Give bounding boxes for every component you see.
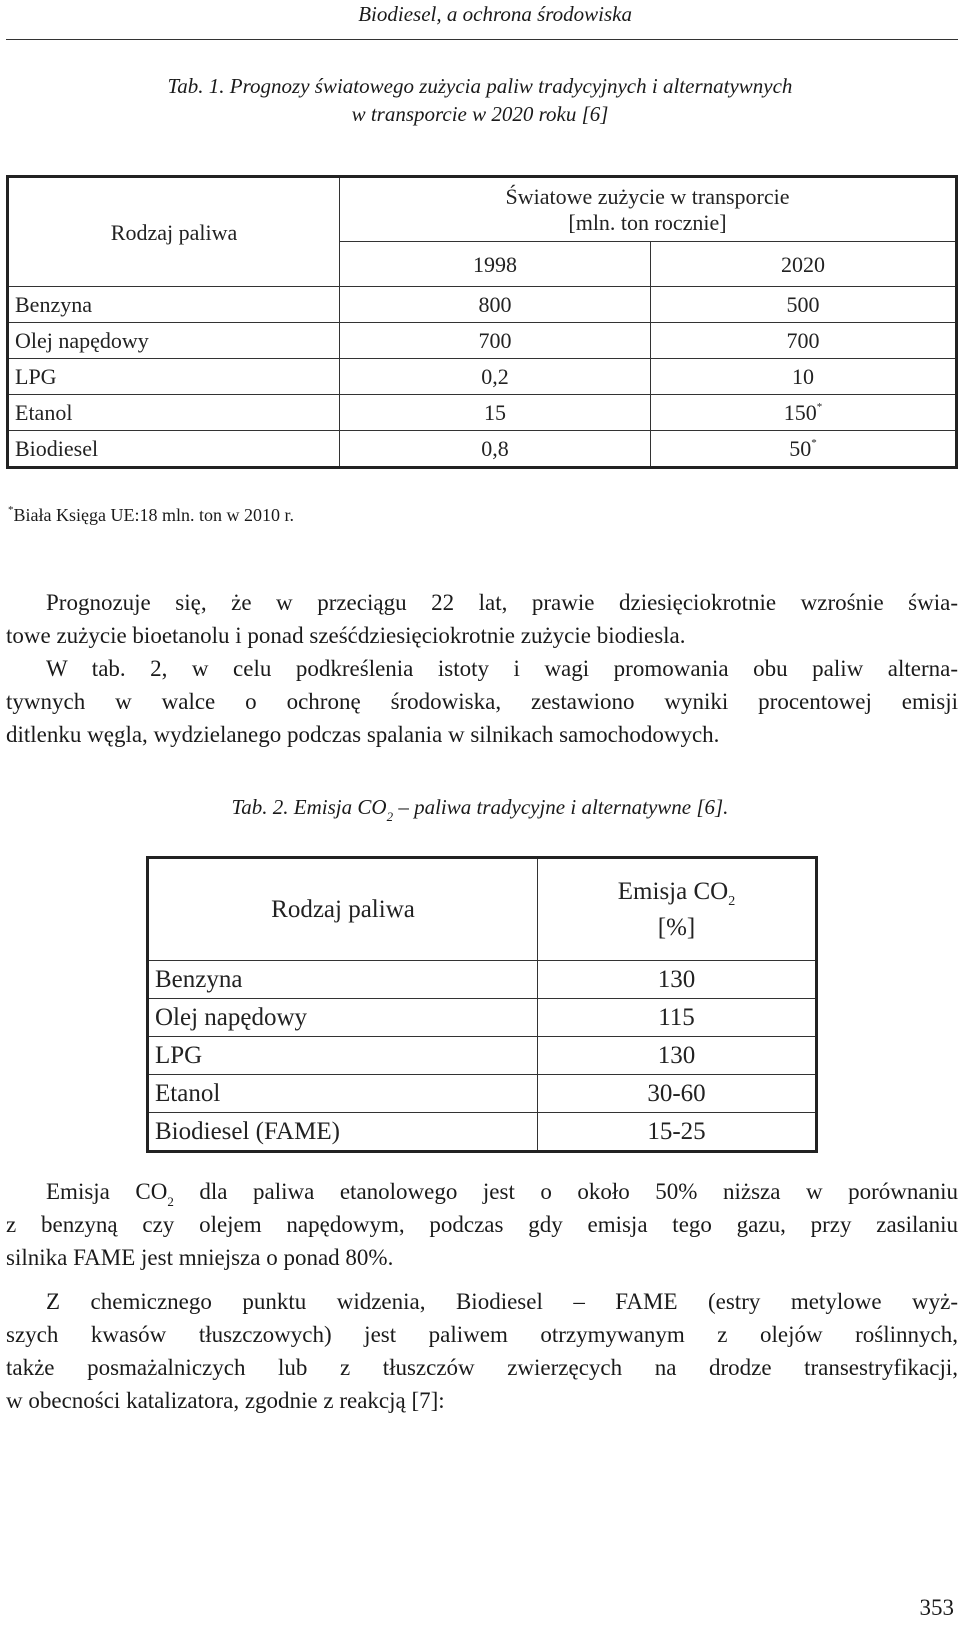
table1-2020-value: 500 — [786, 292, 820, 317]
paragraph3-co2-subscript: 2 — [167, 1194, 174, 1209]
paragraph-1 — [6, 586, 958, 652]
paragraph-line: Prognozuje się, że w przeciągu 22 lat, prawie dziesięciokrotnie wzrośnie świa- — [46, 590, 958, 615]
table-row — [8, 431, 957, 468]
paragraph-line: także posmażalniczych lub z tłuszczów zwierzęcych na drodze transestryfikacji, — [6, 1355, 958, 1380]
table1-caption — [0, 72, 960, 128]
running-header — [0, 0, 960, 40]
table-row — [8, 395, 957, 431]
table-row — [148, 961, 817, 999]
paragraph3-co2-prefix: Emisja CO — [46, 1179, 168, 1204]
paragraph-line: szych kwasów tłuszczowych) jest paliwem otrzymywanym z olejów roślinnych, — [6, 1322, 958, 1347]
paragraph-line: ditlenku węgla, wydzielanego podczas spalania w silnikach samochodowych. — [6, 722, 720, 747]
table1-2020-cell — [651, 287, 957, 323]
table1-fuel-cell: Etanol — [8, 395, 340, 431]
table2-emission-cell: 30-60 — [538, 1075, 817, 1113]
table2-caption-subscript: 2 — [386, 809, 394, 824]
paragraph-line: silnika FAME jest mniejsza o ponad 80%. — [6, 1245, 394, 1270]
table2-emission-cell: 130 — [538, 1037, 817, 1075]
table1-fuel-cell: Olej napędowy — [8, 323, 340, 359]
running-title: Biodiesel, a ochrona środowiska — [358, 2, 632, 26]
table1-2020-value: 700 — [786, 328, 820, 353]
footnote-text: Biała Księga UE:18 mln. ton w 2010 r. — [13, 505, 294, 525]
paragraph-line: w obecności katalizatora, zgodnie z reakcją [7]: — [6, 1388, 445, 1413]
table2-header-emission — [538, 858, 817, 961]
table1-2020-cell — [651, 395, 957, 431]
table-row — [148, 1075, 817, 1113]
header-rule — [6, 39, 958, 40]
footnote-marker: * — [816, 401, 823, 413]
paragraph-line: W tab. 2, w celu podkreślenia istoty i wagi promowania obu paliw alterna- — [46, 656, 958, 681]
table1-header-usage — [340, 177, 957, 242]
table1-1998-cell: 700 — [340, 323, 651, 359]
table1-2020-value: 10 — [792, 364, 814, 389]
table2-fuel-cell: Benzyna — [148, 961, 538, 999]
footnote-marker: * — [8, 504, 14, 516]
table1-header-usage-line2: [mln. ton rocznie] — [568, 209, 727, 235]
page-number: 353 — [919, 1595, 954, 1620]
paragraph-2 — [6, 652, 958, 751]
table2-emission-cell: 130 — [538, 961, 817, 999]
paragraph-line: Z chemicznego punktu widzenia, Biodiesel – FAME (estry metylowe wyż- — [46, 1289, 958, 1314]
table1-2020-cell — [651, 359, 957, 395]
paragraph-line — [6, 1175, 958, 1208]
table1-1998-cell: 0,8 — [340, 431, 651, 468]
footnote-marker: * — [811, 437, 817, 449]
table1-header-fuel-type: Rodzaj paliwa — [8, 177, 340, 287]
table1-2020-cell — [651, 323, 957, 359]
table2-header-fuel-type: Rodzaj paliwa — [148, 858, 538, 961]
table2-fuel-cell: Biodiesel (FAME) — [148, 1113, 538, 1152]
table-row — [148, 1113, 817, 1152]
table1-header-usage-line1: Światowe zużycie w transporcie — [505, 183, 790, 209]
paragraph-line: tywnych w walce o ochronę środowiska, zestawiono wyniki procentowej emisji — [6, 689, 958, 714]
table2-fuel-cell: Olej napędowy — [148, 999, 538, 1037]
table1-footnote — [8, 505, 294, 526]
table2-co2-emission — [146, 856, 818, 1153]
table1-fuel-cell: LPG — [8, 359, 340, 395]
table2-header-emission-unit: [%] — [657, 913, 696, 941]
table1-header-year-1998: 1998 — [340, 242, 651, 287]
table1-1998-cell: 15 — [340, 395, 651, 431]
table-row — [8, 323, 957, 359]
table1-header-year-2020: 2020 — [651, 242, 957, 287]
table2-emission-cell: 15-25 — [647, 1118, 706, 1145]
table2-header-emission-line1 — [538, 874, 815, 910]
paragraph-line: z benzyną czy olejem napędowym, podczas gdy emisja tego gazu, przy zasilaniu — [6, 1212, 958, 1237]
table1-2020-cell — [651, 431, 957, 468]
table2-caption — [0, 793, 960, 824]
paragraph-4 — [6, 1285, 958, 1417]
table2-fuel-cell: Etanol — [148, 1075, 538, 1113]
table-row — [8, 359, 957, 395]
table1-caption-line2: w transporcie w 2020 roku [6] — [351, 102, 609, 126]
table-row — [8, 287, 957, 323]
table1-fuel-cell: Benzyna — [8, 287, 340, 323]
table1-1998-cell: 800 — [340, 287, 651, 323]
table2-emission-cell: 115 — [538, 999, 817, 1037]
paragraph-3 — [6, 1175, 958, 1274]
table1-2020-value: 50 — [789, 436, 812, 461]
table2-caption-prefix: Tab. 2. Emisja CO — [231, 795, 387, 819]
paragraph-line: towe zużycie bioetanolu i ponad sześćdziesięciokrotnie zużycie biodiesla. — [6, 623, 686, 648]
table1-fuel-cell: Biodiesel — [8, 431, 340, 468]
paragraph3-line1-rest: dla paliwa etanolowego jest o około 50% niższa w porównaniu — [173, 1179, 958, 1204]
table-row — [148, 1037, 817, 1075]
table1-fuel-forecast — [6, 175, 958, 469]
table-row — [148, 999, 817, 1037]
table2-caption-suffix: – paliwa tradycyjne i alternatywne [6]. — [393, 795, 729, 819]
table2-header-emission-label: Emisja CO — [617, 877, 729, 905]
table1-2020-value: 150 — [783, 400, 817, 425]
table2-header-emission-subscript: 2 — [728, 893, 736, 909]
table1-caption-line1: Tab. 1. Prognozy światowego zużycia paliw tradycyjnych i alternatywnych — [167, 74, 793, 98]
table2-fuel-cell: LPG — [148, 1037, 538, 1075]
table1-1998-cell: 0,2 — [340, 359, 651, 395]
